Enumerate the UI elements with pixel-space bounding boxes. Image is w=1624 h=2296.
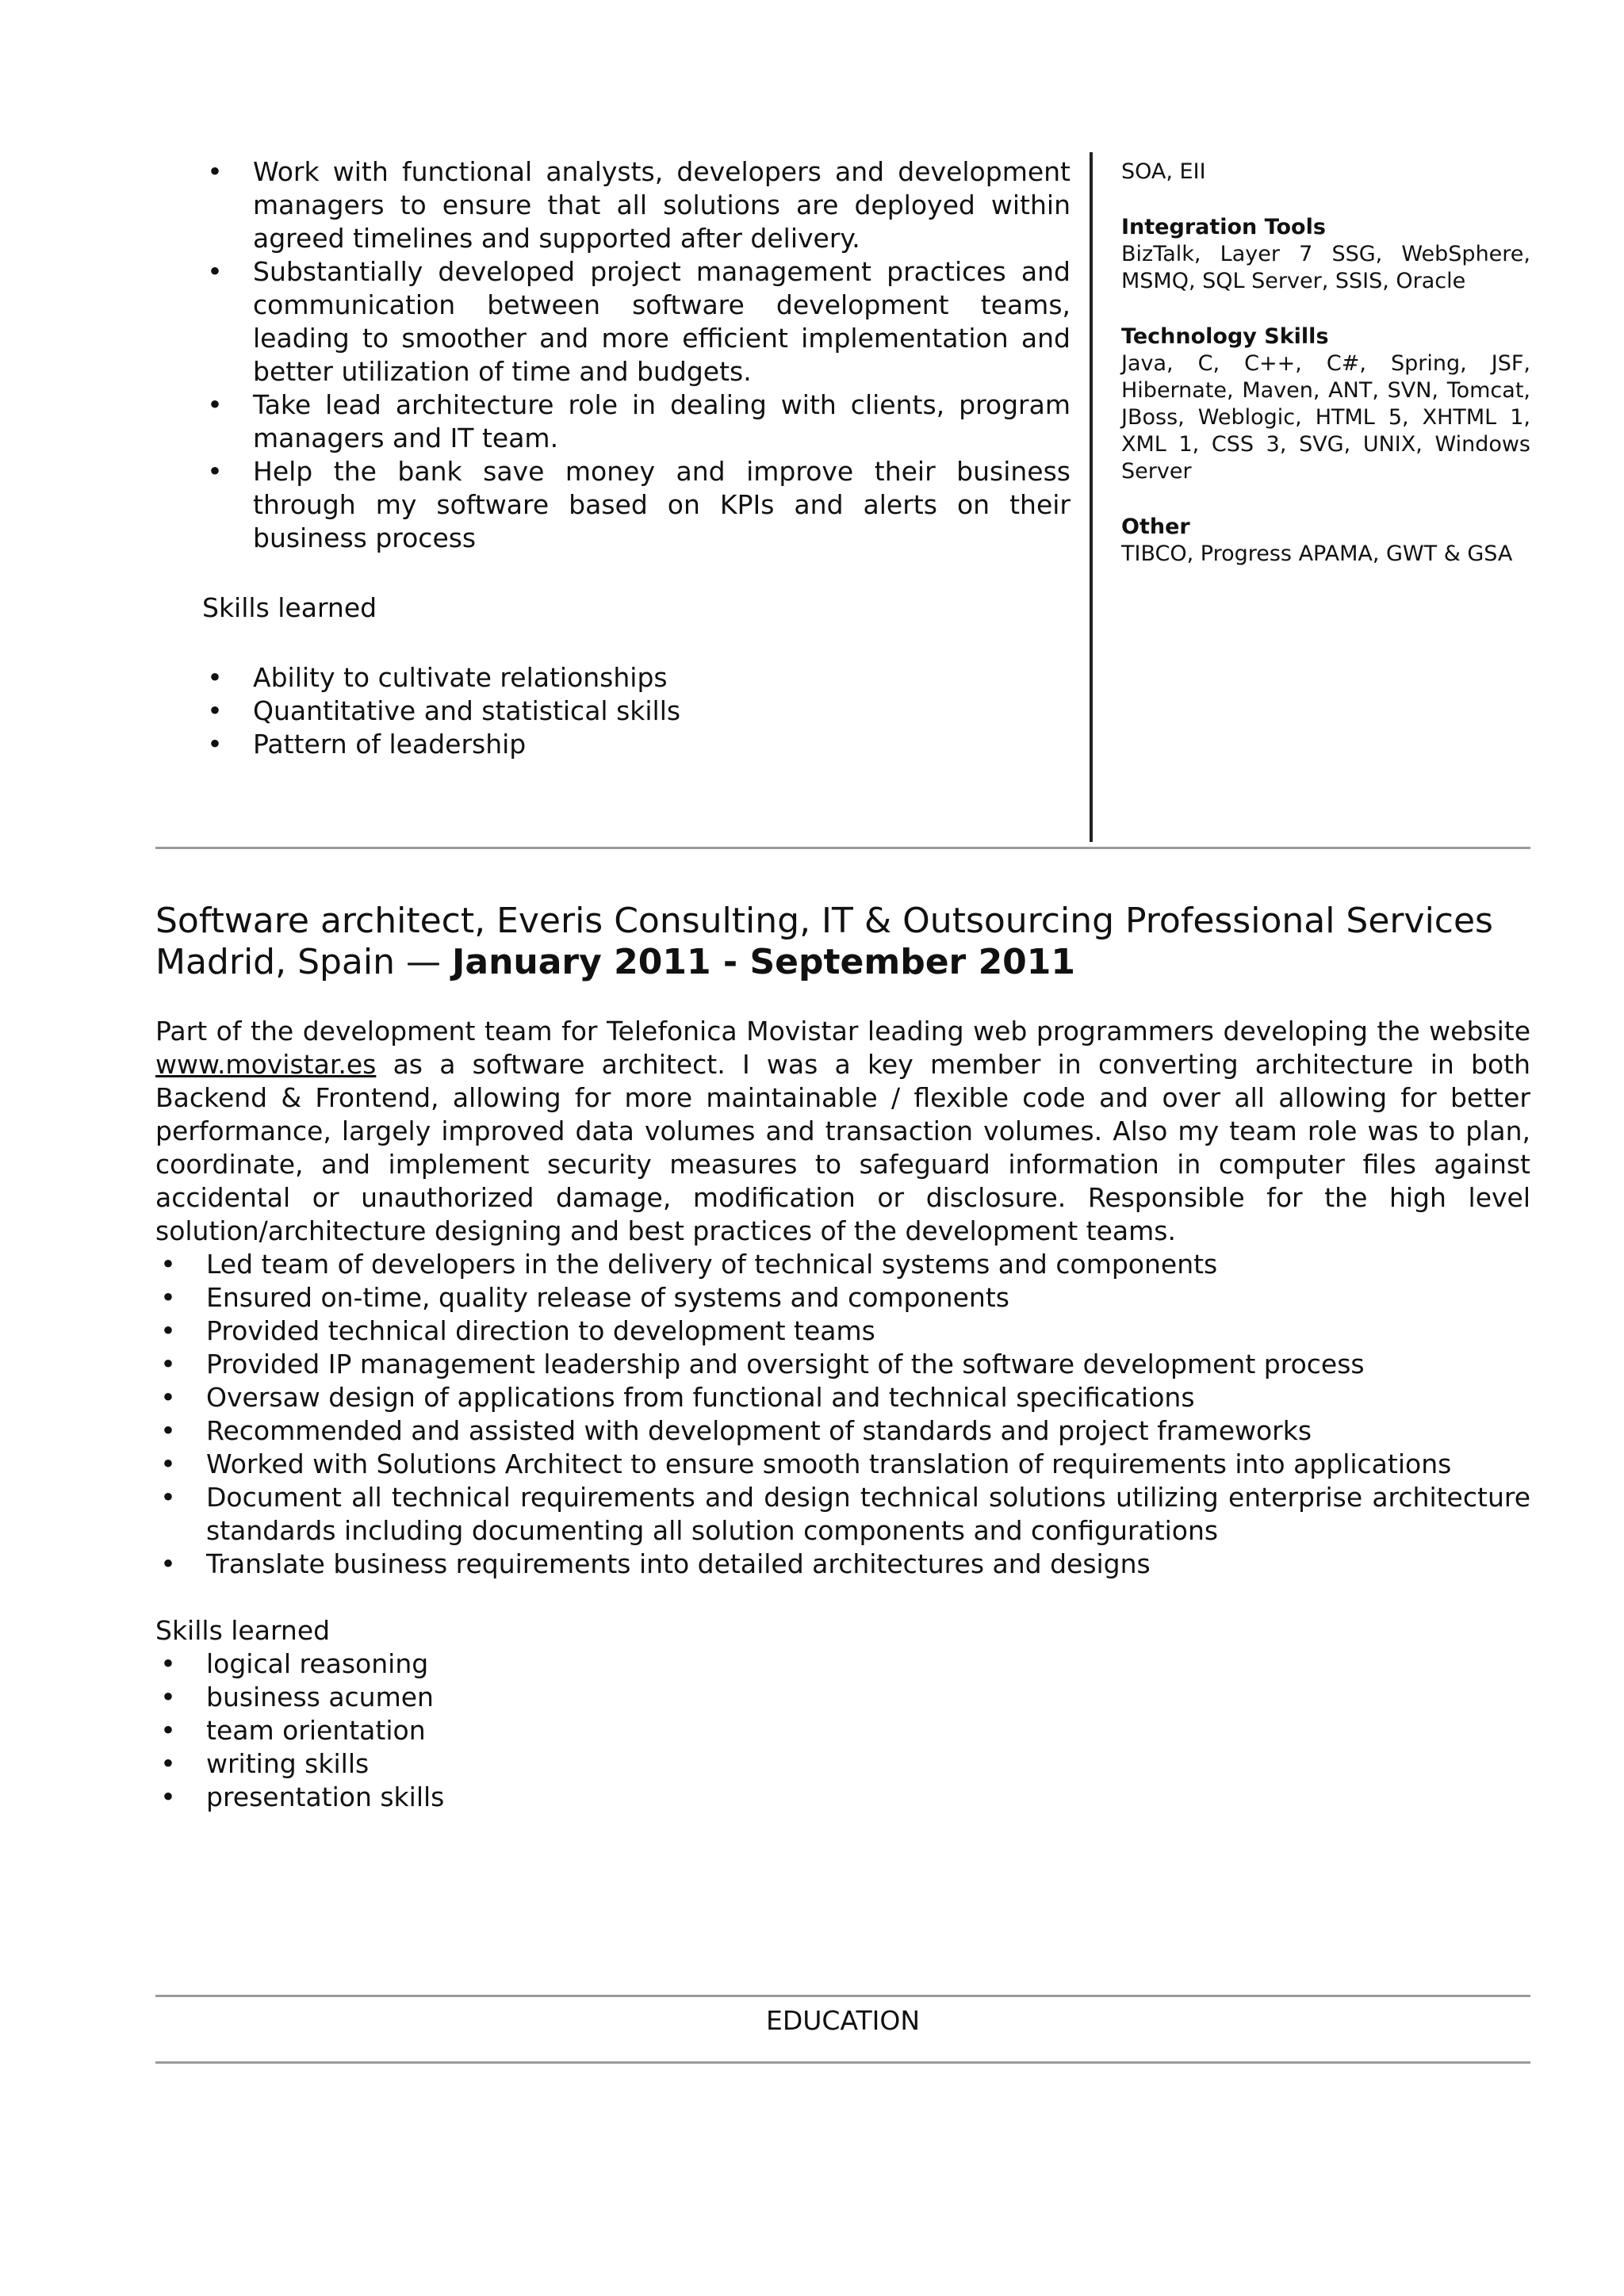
group-body: TIBCO, Progress APAMA, GWT & GSA bbox=[1121, 541, 1513, 566]
education-heading: EDUCATION bbox=[765, 2005, 921, 2036]
skills-learned-label: Skills learned bbox=[202, 592, 377, 623]
group-title: Other bbox=[1121, 515, 1190, 539]
skills-list bbox=[202, 661, 1071, 761]
list-item: • logical reasoning bbox=[155, 1647, 1530, 1681]
bullet-icon: • bbox=[207, 389, 223, 420]
responsibilities-list bbox=[202, 155, 1071, 555]
bullet-icon: • bbox=[160, 1415, 176, 1446]
previous-job-continuation bbox=[202, 155, 1071, 761]
skills-sidebar bbox=[1121, 159, 1530, 596]
bullet-icon: • bbox=[207, 729, 223, 760]
job-title: Software architect, Everis Consulting, IT & Outsourcing Professional Services bbox=[155, 901, 1493, 941]
list-item: • Translate business requirements into detailed architectures and designs bbox=[155, 1548, 1530, 1581]
group-body: Java, C, C++, C#, Spring, JSF, Hibernate, Maven, ANT, SVN, Tomcat, JBoss, Weblogic, HTML 5, XHTML 1, XML 1, CSS 3, SVG, UNIX, Windows Server bbox=[1121, 351, 1530, 484]
other-group bbox=[1121, 514, 1530, 568]
bullet-icon: • bbox=[160, 1448, 176, 1479]
list-item: • Pattern of leadership bbox=[202, 728, 1071, 761]
group-title: Integration Tools bbox=[1121, 215, 1326, 239]
bullet-icon: • bbox=[160, 1648, 176, 1679]
list-item: • Quantitative and statistical skills bbox=[202, 695, 1071, 728]
group-title: Technology Skills bbox=[1121, 324, 1329, 349]
bullet-icon: • bbox=[207, 662, 223, 693]
soa-line: SOA, EII bbox=[1121, 159, 1206, 184]
job-location: Madrid, Spain — bbox=[155, 942, 441, 982]
integration-tools-group bbox=[1121, 214, 1530, 295]
bullet-icon: • bbox=[160, 1349, 176, 1380]
bullet-icon: • bbox=[207, 156, 223, 187]
bullet-icon: • bbox=[160, 1382, 176, 1413]
column-divider bbox=[1090, 152, 1093, 842]
list-item: • business acumen bbox=[155, 1681, 1530, 1714]
list-item: • presentation skills bbox=[155, 1781, 1530, 1814]
list-item: • Work with functional analysts, developers and development managers to ensure that all solutions are deployed within agreed timelines and supported after delivery. bbox=[202, 155, 1071, 255]
list-item: • Oversaw design of applications from functional and technical specifications bbox=[155, 1381, 1530, 1414]
list-item: • Document all technical requirements and design technical solutions utilizing enterprise architecture standards including documenting all solution components and configurations bbox=[155, 1481, 1530, 1548]
job-dates: January 2011 - September 2011 bbox=[452, 942, 1076, 982]
bullet-icon: • bbox=[207, 456, 223, 487]
list-item: • Take lead architecture role in dealing with clients, program managers and IT team. bbox=[202, 388, 1071, 455]
list-item: • Provided technical direction to development teams bbox=[155, 1314, 1530, 1348]
bullet-icon: • bbox=[160, 1482, 176, 1513]
skills-learned-label: Skills learned bbox=[155, 1615, 331, 1646]
responsibilities-list bbox=[155, 1248, 1530, 1581]
list-item: • Provided IP management leadership and oversight of the software development process bbox=[155, 1348, 1530, 1381]
section-divider bbox=[155, 1995, 1530, 1997]
list-item: • Recommended and assisted with development of standards and project frameworks bbox=[155, 1414, 1530, 1448]
section-divider bbox=[155, 847, 1530, 849]
list-item: • team orientation bbox=[155, 1714, 1530, 1747]
bullet-icon: • bbox=[160, 1748, 176, 1779]
technology-skills-group bbox=[1121, 323, 1530, 485]
movistar-link[interactable]: www.movistar.es bbox=[155, 1049, 377, 1080]
section-divider bbox=[155, 2061, 1530, 2064]
bullet-icon: • bbox=[160, 1249, 176, 1280]
group-body: BizTalk, Layer 7 SSG, WebSphere, MSMQ, SQL Server, SSIS, Oracle bbox=[1121, 242, 1530, 293]
list-item: • Help the bank save money and improve their business through my software based on KPIs and alerts on their business process bbox=[202, 455, 1071, 555]
list-item: • Ability to cultivate relationships bbox=[202, 661, 1071, 695]
list-item: • Led team of developers in the delivery of technical systems and components bbox=[155, 1248, 1530, 1281]
bullet-icon: • bbox=[160, 1715, 176, 1746]
list-item: • Ensured on-time, quality release of systems and components bbox=[155, 1281, 1530, 1314]
everis-job-section bbox=[155, 901, 1530, 1814]
skills-list bbox=[155, 1647, 1530, 1814]
bullet-icon: • bbox=[160, 1548, 176, 1579]
bullet-icon: • bbox=[207, 256, 223, 287]
bullet-icon: • bbox=[160, 1315, 176, 1346]
bullet-icon: • bbox=[207, 695, 223, 726]
bullet-icon: • bbox=[160, 1282, 176, 1313]
job-description: Part of the development team for Telefonica Movistar leading web programmers developing the website www.movistar.es as a software architect. I was a key member in converting architecture in both Backend & Frontend, allowing for more maintainable / flexible code and over all allowing for better performance, largely improved data volumes and transaction volumes. Also my team role was to plan, coordinate, and implement security measures to safeguard information in computer files against accidental or unauthorized damage, modification or disclosure. Responsible for the high level solution/architecture designing and best practices of the development teams. bbox=[155, 1016, 1530, 1246]
bullet-icon: • bbox=[160, 1781, 176, 1812]
list-item: • Substantially developed project management practices and communication between software development teams, leading to smoother and more efficient implementation and better utilization of time and budgets. bbox=[202, 255, 1071, 388]
list-item: • writing skills bbox=[155, 1747, 1530, 1781]
job-location-dates bbox=[155, 942, 1530, 983]
bullet-icon: • bbox=[160, 1682, 176, 1712]
list-item: • Worked with Solutions Architect to ensure smooth translation of requirements into applications bbox=[155, 1448, 1530, 1481]
